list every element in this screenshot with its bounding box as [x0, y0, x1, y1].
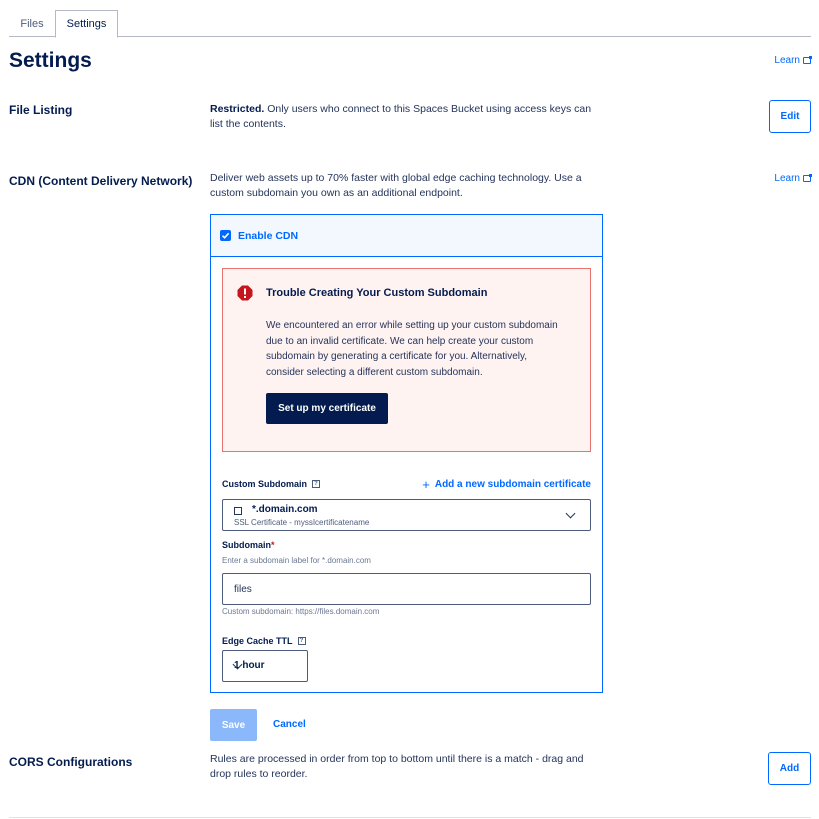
cdn-title: CDN (Content Delivery Network): [9, 174, 193, 188]
selected-certificate: SSL Certificate - myssIcertificatename: [234, 518, 370, 527]
selected-domain: *.domain.com: [252, 504, 318, 515]
file-listing-description: [210, 102, 600, 132]
cdn-panel: [210, 214, 603, 693]
learn-link[interactable]: [774, 55, 811, 66]
subdomain-preview: Custom subdomain: https://files.domain.com: [222, 607, 380, 616]
cdn-description: Deliver web assets up to 70% faster with global edge caching technology. Use a custom subdomain you own as an additional endpoint.: [210, 172, 582, 199]
cors-title: CORS Configurations: [9, 755, 133, 769]
subdomain-label-text: Subdomain*: [222, 540, 275, 550]
edge-cache-ttl-label: [222, 636, 306, 646]
help-icon[interactable]: ?: [312, 480, 320, 488]
help-icon[interactable]: ?: [298, 637, 306, 645]
ttl-value: 1 hour: [234, 660, 265, 671]
add-cors-rule-button[interactable]: Add: [768, 752, 811, 785]
subdomain-label: [222, 540, 275, 550]
plus-icon: +: [422, 477, 430, 492]
cors-description: Rules are processed in order from top to bottom until there is a match - drag and drop rules to reorder.: [210, 753, 584, 780]
custom-subdomain-select[interactable]: [222, 499, 591, 531]
external-link-icon: [803, 175, 811, 182]
subdomain-hint: Enter a subdomain label for *.domain.com: [222, 556, 371, 565]
page-title: Settings: [9, 49, 92, 72]
enable-cdn-row[interactable]: [211, 215, 602, 257]
save-button[interactable]: Save: [210, 709, 257, 741]
custom-subdomain-label: [222, 479, 320, 489]
error-icon: [237, 285, 253, 301]
external-link-icon: [803, 57, 811, 64]
add-subdomain-certificate-link[interactable]: [422, 477, 591, 492]
tab-settings[interactable]: Settings: [55, 10, 118, 38]
required-mark: *: [271, 540, 275, 550]
enable-cdn-checkbox[interactable]: [220, 230, 231, 241]
chevron-down-icon: [566, 509, 576, 519]
custom-subdomain-label-text: Custom Subdomain: [222, 479, 307, 489]
file-listing-status-detail: Only users who connect to this Spaces Bucket using access keys can list the contents.: [210, 103, 592, 130]
section-divider: [9, 817, 811, 818]
edit-button[interactable]: Edit: [769, 100, 811, 133]
subdomain-input[interactable]: files: [222, 573, 591, 605]
tab-files[interactable]: Files: [20, 17, 44, 30]
setup-certificate-button[interactable]: Set up my certificate: [266, 393, 388, 424]
file-listing-status: Restricted.: [210, 103, 265, 115]
cancel-button[interactable]: Cancel: [273, 719, 306, 730]
error-alert: [222, 268, 591, 452]
file-listing-title: File Listing: [9, 103, 73, 117]
add-subdomain-certificate-label: Add a new subdomain certificate: [434, 479, 591, 490]
error-title: Trouble Creating Your Custom Subdomain: [266, 287, 488, 299]
edge-cache-ttl-select[interactable]: [222, 650, 308, 682]
enable-cdn-label: Enable CDN: [238, 229, 299, 242]
error-message: We encountered an error while setting up your custom subdomain due to an invalid certificate. We can help create your custom subdomain by generating a certificate for you. Alternatively, consider selecting a different custom subdomain.: [266, 320, 558, 378]
learn-link-label: Learn: [774, 55, 800, 66]
cdn-learn-link-label: Learn: [774, 173, 800, 184]
edge-cache-ttl-label-text: Edge Cache TTL: [222, 636, 293, 646]
checkmark-icon: [221, 231, 230, 240]
cdn-learn-link[interactable]: [774, 173, 811, 184]
tab-bar: [9, 10, 811, 37]
certificate-icon: [234, 507, 242, 515]
